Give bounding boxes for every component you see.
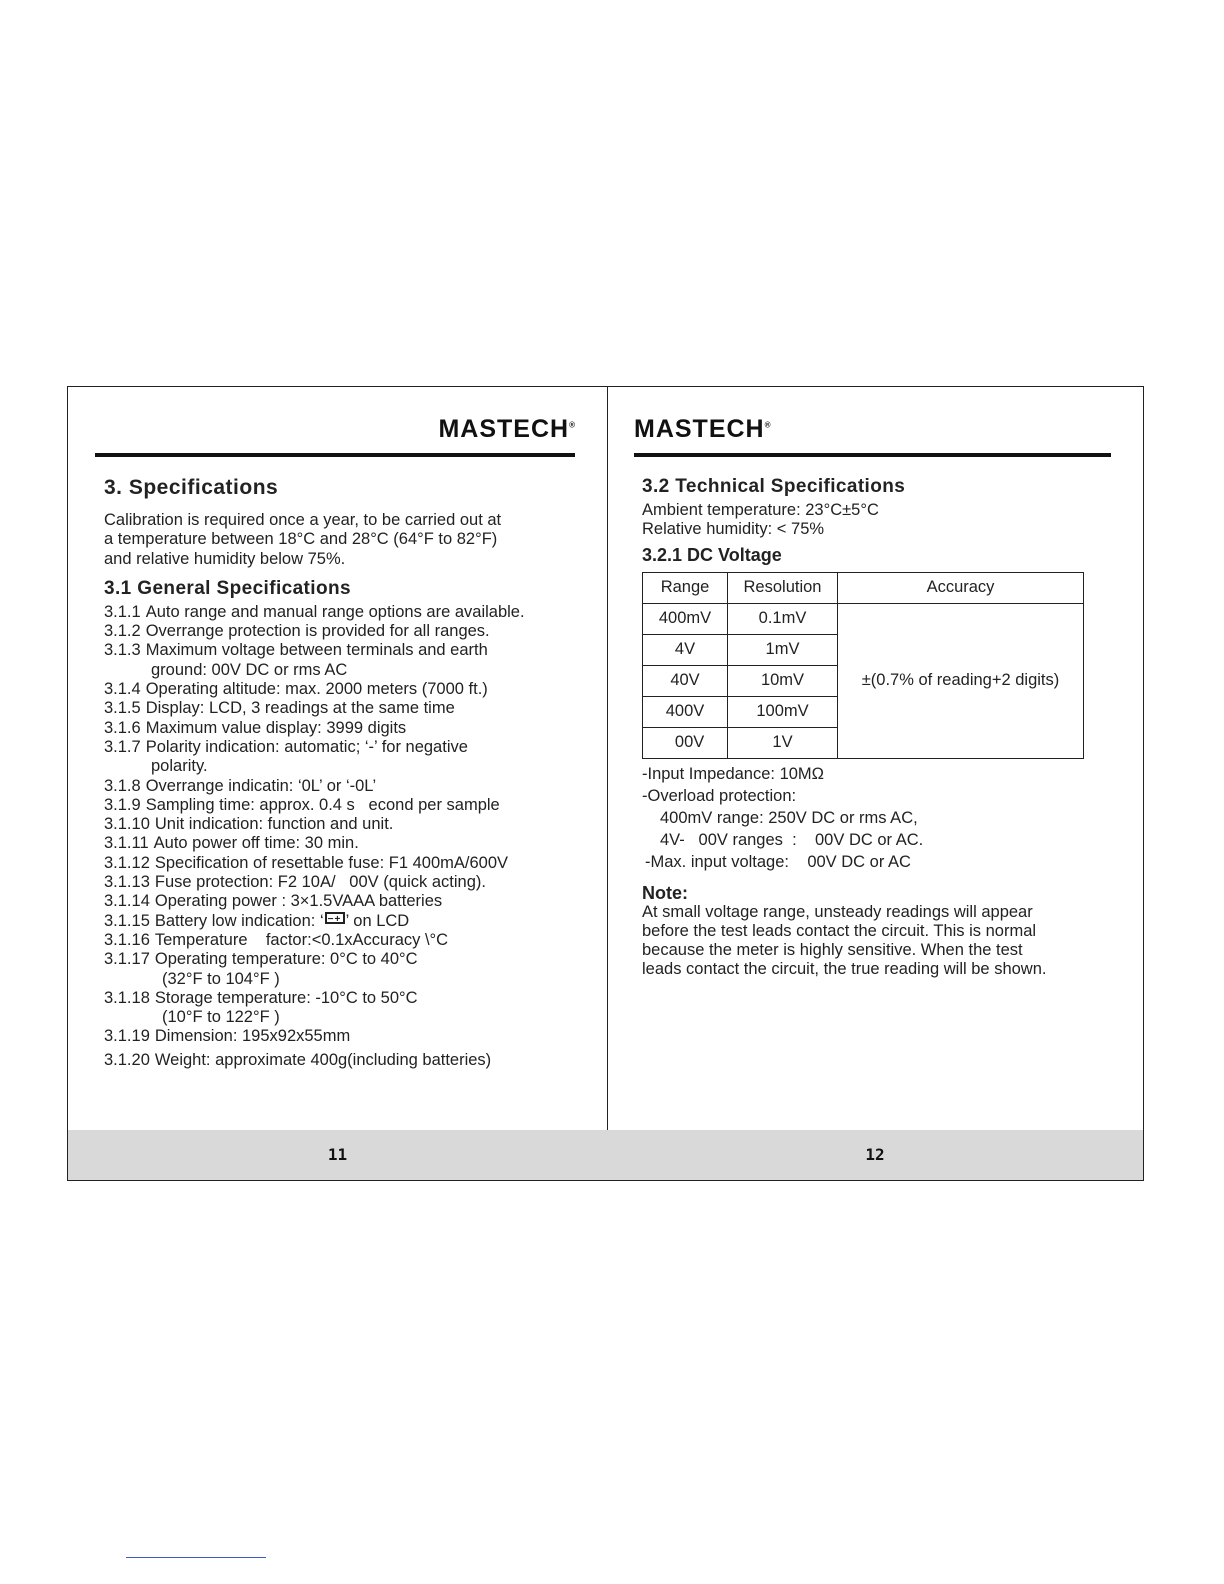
overload-4v: 4V- 00V ranges : 00V DC or AC. [660,830,924,849]
spec-item: 3.1.2 Overrange protection is provided for all ranges. [104,622,490,641]
right-content [642,475,1113,980]
header-rule [95,453,575,457]
dc-voltage-table [642,572,1084,759]
table-row [643,603,1084,634]
resolution-cell: 1mV [728,634,838,665]
page-right [607,387,1143,1180]
header-rule [634,453,1111,457]
note-line: At small voltage range, unsteady readings will appear [642,902,1033,921]
technical-spec-heading: 3.2 Technical Specifications [642,476,906,497]
spec-item: 3.1.14 Operating power : 3×1.5VAAA batteries [104,892,443,911]
range-cell: 400mV [643,603,728,634]
column-header: Range [643,572,728,603]
spec-item: 3.1.10 Unit indication: function and unit. [104,815,394,834]
spec-item-continuation: ground: 00V DC or rms AC [151,660,348,679]
note-title: Note: [642,882,688,903]
spec-item: 3.1.16 Temperature factor:<0.1xAccuracy \°C [104,930,449,949]
resolution-cell: 100mV [728,696,838,727]
left-content [104,475,589,1070]
overload-400mv: 400mV range: 250V DC or rms AC, [660,808,918,827]
spec-item-continuation: (10°F to 122°F ) [162,1008,280,1027]
page-left [68,387,608,1180]
manual-spread [67,386,1144,1181]
spec-item: 3.1.8 Overrange indicatin: ‘0L’ or ‘-0L’ [104,776,377,795]
note-line: before the test leads contact the circuit. This is normal [642,921,1037,940]
resolution-cell: 0.1mV [728,603,838,634]
accuracy-cell: ±(0.7% of reading+2 digits) [838,603,1084,758]
general-spec-heading: 3.1 General Specifications [104,577,351,599]
page-number-footer: 11 [68,1130,607,1180]
spec-item: 3.1.13 Fuse protection: F2 10A/ 00V (quick acting). [104,873,486,892]
spec-item: 3.1.4 Operating altitude: max. 2000 meters (7000 ft.) [104,680,488,699]
max-input-voltage: -Max. input voltage: 00V DC or AC [645,852,911,871]
ambient-temperature: Ambient temperature: 23°C±5°C [642,501,879,519]
spec-item: 3.1.17 Operating temperature: 0°C to 40°C [104,950,418,969]
note-body [642,903,1113,980]
spec-item: 3.1.7 Polarity indication: automatic; ‘-’ for negative [104,737,468,756]
relative-humidity: Relative humidity: < 75% [642,520,825,539]
section-heading: 3. Specifications [104,476,279,499]
spec-item: 3.1.15 Battery low indication: ‘ −+ ’ on LCD [104,912,589,931]
spec-item: 3.1.1 Auto range and manual range options are available. [104,602,525,621]
brand-logo: MASTECH® [438,415,575,443]
dc-voltage-heading: 3.2.1 DC Voltage [642,544,782,565]
spec-item-continuation: (32°F to 104°F ) [162,969,280,988]
range-cell: 00V [643,727,728,758]
intro-line: Calibration is required once a year, to be carried out at [104,511,502,529]
overload-protection: -Overload protection: [642,786,797,805]
spec-item-continuation: polarity. [151,757,208,776]
battery-low-icon [325,912,345,924]
spec-item: 3.1.12 Specification of resettable fuse: F1 400mA/600V [104,853,508,872]
resolution-cell: 1V [728,727,838,758]
spec-item: 3.1.9 Sampling time: approx. 0.4 s econd per sample [104,795,500,814]
note-line: because the meter is highly sensitive. When the test [642,941,1023,960]
brand-logo: MASTECH® [634,415,771,443]
note-line: leads contact the circuit, the true reading will be shown. [642,960,1047,979]
spec-item: 3.1.20 Weight: approximate 400g(including batteries) [104,1050,492,1069]
intro-line: a temperature between 18°C and 28°C (64°F to 82°F) [104,530,498,549]
spec-item: 3.1.5 Display: LCD, 3 readings at the same time [104,699,455,718]
resolution-cell: 10mV [728,665,838,696]
table-header-row [643,572,1084,603]
spec-item: 3.1.3 Maximum voltage between terminals and earth [104,641,488,660]
spec-item: 3.1.11 Auto power off time: 30 min. [104,834,359,853]
page-number-footer: 12 [607,1130,1143,1180]
range-cell: 400V [643,696,728,727]
range-cell: 4V [643,634,728,665]
protection-notes [642,763,1113,873]
spec-item: 3.1.19 Dimension: 195x92x55mm [104,1027,351,1046]
spec-item: 3.1.18 Storage temperature: -10°C to 50°C [104,988,418,1007]
input-impedance: -Input Impedance: 10MΩ [642,764,825,783]
link-underline-stub [126,1557,266,1558]
intro-line: and relative humidity below 75%. [104,549,346,568]
range-cell: 40V [643,665,728,696]
column-header: Accuracy [838,572,1084,603]
column-header: Resolution [728,572,838,603]
spec-item: 3.1.6 Maximum value display: 3999 digits [104,718,407,737]
